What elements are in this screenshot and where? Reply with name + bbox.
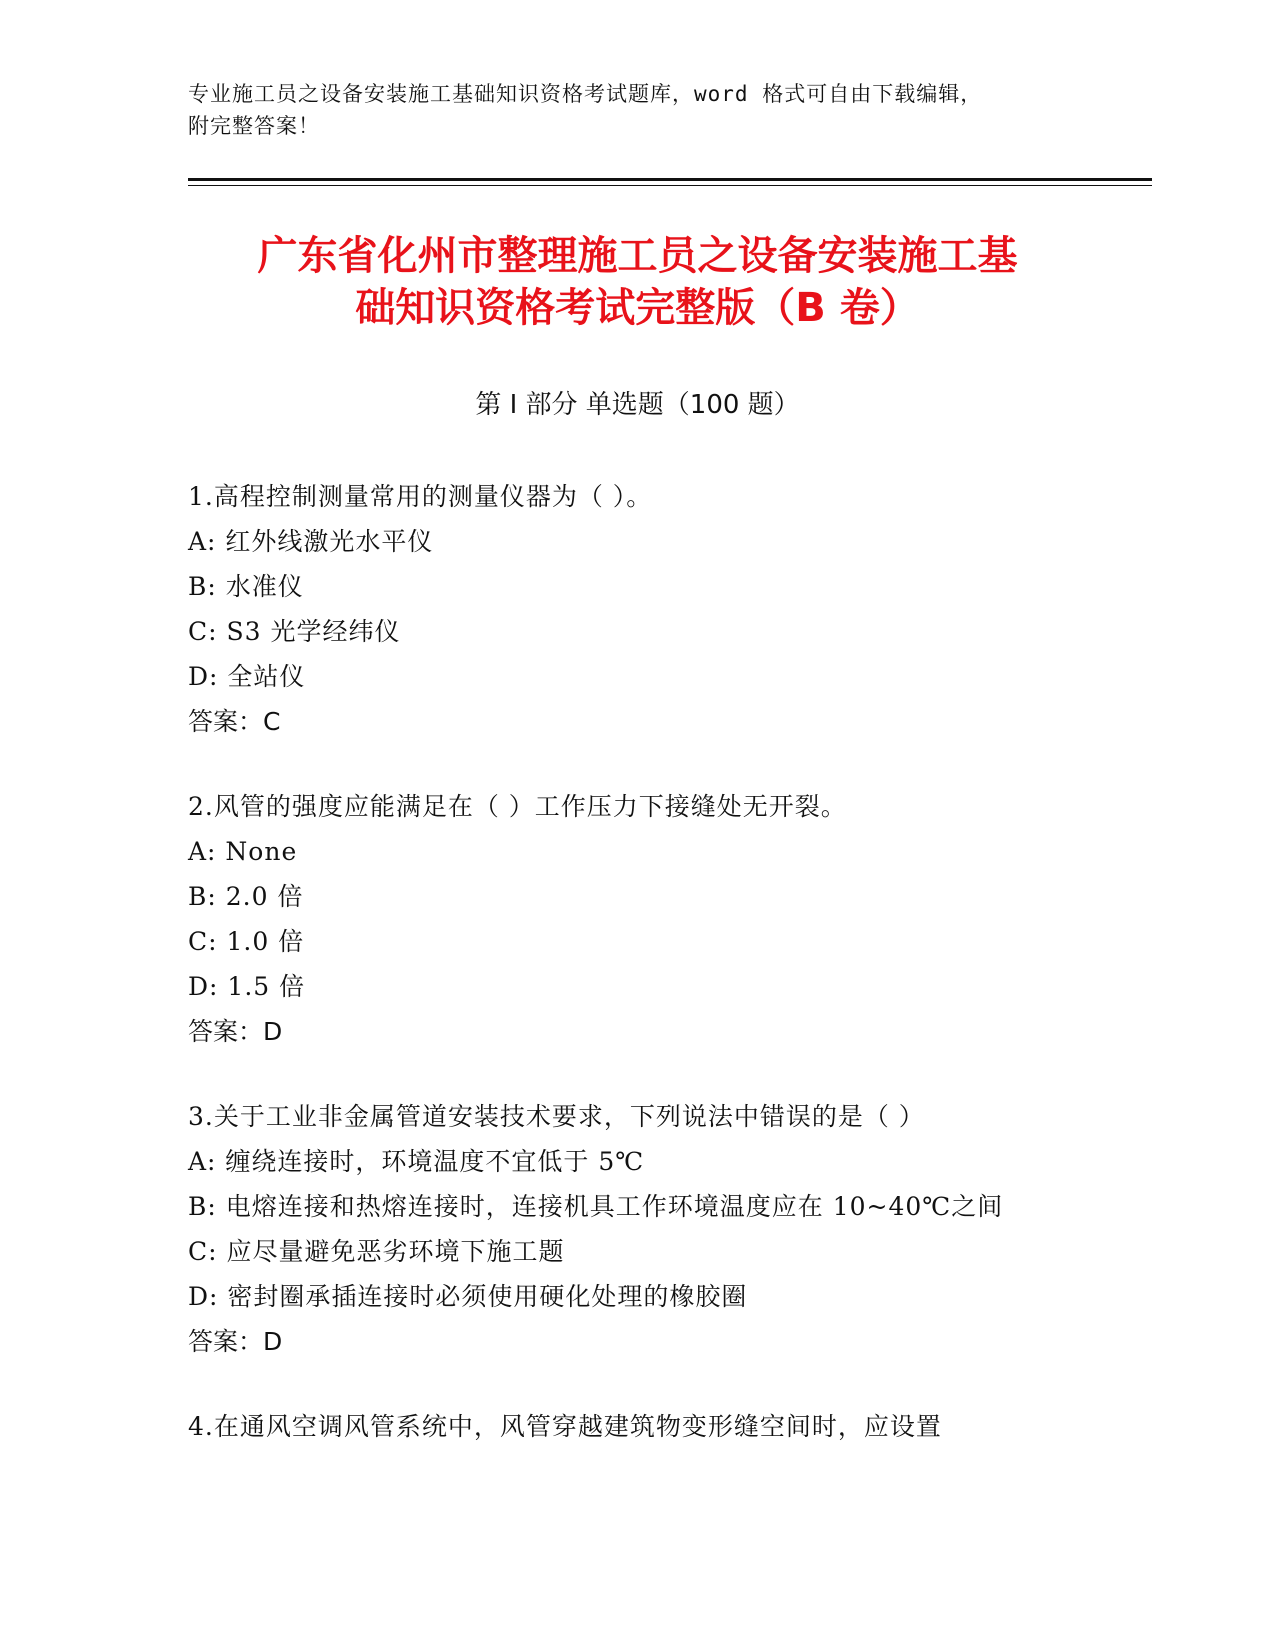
- option-b: B: 电熔连接和热熔连接时，连接机具工作环境温度应在 10~40℃之间: [188, 1192, 1004, 1221]
- option-a: A: 红外线激光水平仪: [188, 527, 434, 556]
- document-title: [150, 230, 1125, 334]
- section-title: 第 I 部分 单选题（100 题）: [475, 390, 800, 420]
- answer-line: 答案：D: [188, 1327, 283, 1356]
- option-b: B: 水准仪: [188, 572, 304, 601]
- answer-line: 答案：C: [188, 707, 281, 736]
- question-list: [188, 474, 1148, 1489]
- header-divider-thin: [188, 185, 1152, 186]
- question-4: [188, 1404, 1148, 1449]
- question-stem: 1.高程控制测量常用的测量仪器为（ ）。: [188, 482, 653, 511]
- document-title-line-2: 础知识资格考试完整版（B 卷）: [355, 285, 920, 331]
- header-note-line-2: 附完整答案！: [188, 114, 320, 138]
- question-stem: 4.在通风空调风管系统中，风管穿越建筑物变形缝空间时，应设置: [188, 1412, 942, 1441]
- answer-line: 答案：D: [188, 1017, 283, 1046]
- option-b: B: 2.0 倍: [188, 882, 304, 911]
- option-d: D: 密封圈承插连接时必须使用硬化处理的橡胶圈: [188, 1282, 748, 1311]
- option-a: A: None: [188, 837, 298, 866]
- header-note: [188, 78, 1068, 142]
- header-divider-thick: [188, 178, 1152, 181]
- option-c: C: S3 光学经纬仪: [188, 617, 401, 646]
- question-stem: 3.关于工业非金属管道安装技术要求，下列说法中错误的是（ ）: [188, 1102, 925, 1131]
- question-2: [188, 784, 1148, 1054]
- option-d: D: 全站仪: [188, 662, 306, 691]
- question-3: [188, 1094, 1148, 1364]
- header-note-line-1: 专业施工员之设备安装施工基础知识资格考试题库，word 格式可自由下载编辑，: [188, 82, 983, 106]
- option-c: C: 应尽量避免恶劣环境下施工题: [188, 1237, 565, 1266]
- option-d: D: 1.5 倍: [188, 972, 306, 1001]
- question-1: [188, 474, 1148, 744]
- document-title-line-1: 广东省化州市整理施工员之设备安装施工基: [257, 233, 1018, 279]
- question-stem: 2.风管的强度应能满足在（ ）工作压力下接缝处无开裂。: [188, 792, 847, 821]
- option-a: A: 缠绕连接时，环境温度不宜低于 5℃: [188, 1147, 645, 1176]
- option-c: C: 1.0 倍: [188, 927, 305, 956]
